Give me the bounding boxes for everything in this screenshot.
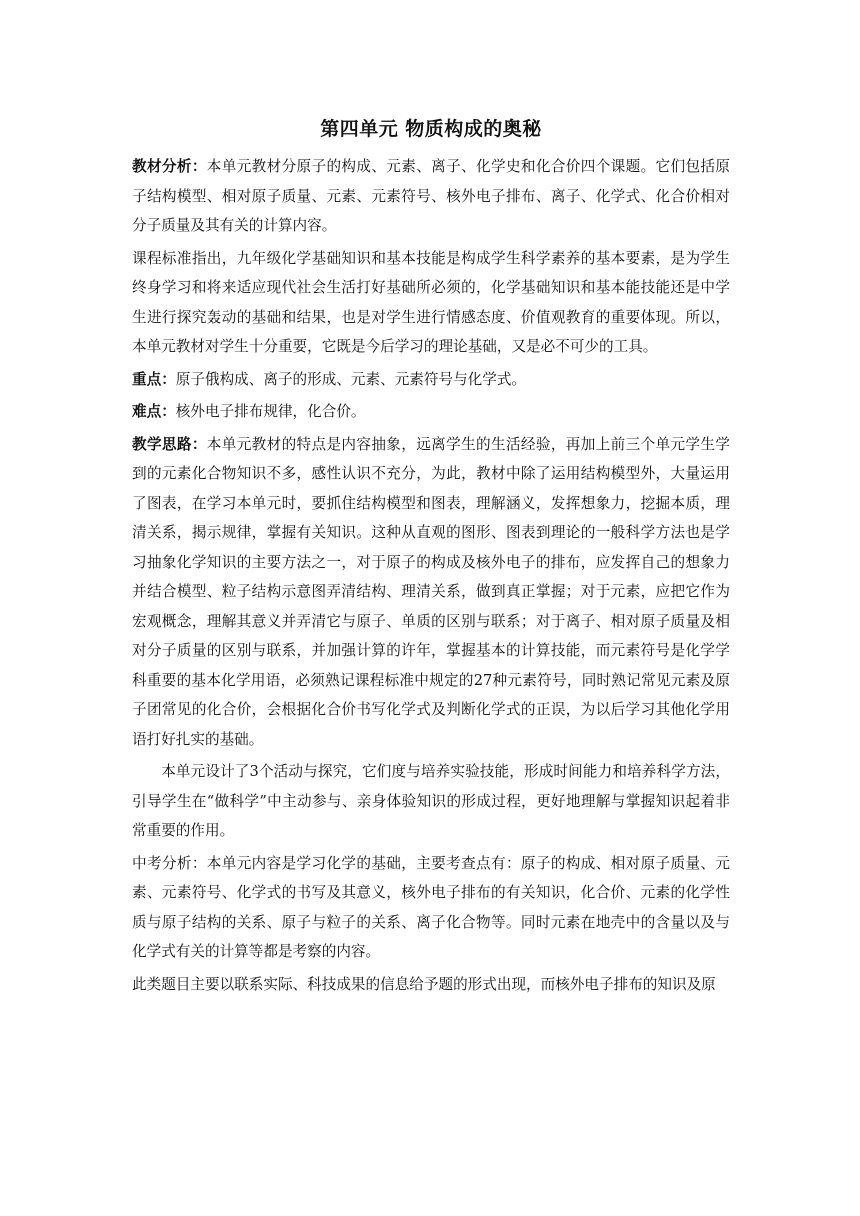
textbook-analysis-label: 教材分析：	[132, 158, 207, 175]
textbook-analysis-text: 本单元教材分原子的构成、元素、离子、化学史和化合价四个课题。它们包括原子结构模型、相对原子质量、元素、元素符号、核外电子排布、离子、化学式、化合价相对分子质量及其有关的计算内容。	[132, 158, 730, 234]
activities-text: 本单元设计了3个活动与探究，它们度与培养实验技能，形成时间能力和培养科学方法，引导学生在“做科学”中主动参与、亲身体验知识的形成过程，更好地理解与掌握知识起着非常重要的作用。	[132, 763, 730, 839]
document-body	[132, 112, 730, 1002]
exam-analysis-text: 中考分析：本单元内容是学习化学的基础，主要考查点有：原子的构成、相对原子质量、元素、元素符号、化学式的书写及其意义，核外电子排布的有关知识，化合价、元素的化学性质与原子结构的关系、原子与粒子的关系、离子化合物等。同时元素在地壳中的含量以及与化学式有关的计算等都是考察的内容。	[132, 854, 730, 960]
key-points-label: 重点：	[132, 370, 176, 388]
page-title: 第四单元 物质构成的奥秘	[320, 118, 542, 140]
paragraph-difficulties	[132, 397, 730, 427]
paragraph-activities	[132, 757, 730, 846]
paragraph-textbook-analysis	[132, 152, 730, 241]
paragraph-key-points	[132, 365, 730, 395]
key-points-text: 原子俄构成、离子的形成、元素、元素符号与化学式。	[175, 370, 527, 388]
teaching-approach-text: 本单元教材的特点是内容抽象，远离学生的生活经验，再加上前三个单元学生学到的元素化合物知识不多，感性认识不充分，为此，教材中除了运用结构模型外，大量运用了图表，在学习本单元时，要抓住结构模型和图表，理解涵义，发挥想象力，挖掘本质，理清关系，揭示规律，掌握有关知识。这种从直观的图形、图表到理论的一般科学方法也是学习抽象化学知识的主要方法之一，对于原子的构成及核外电子的排布，应发挥自己的想象力并结合模型、粒子结构示意图弄清结构、理清关系，做到真正掌握；对于元素，应把它作为宏观概念，理解其意义并弄清它与原子、单质的区别与联系；对于离子、相对原子质量及相对分子质量的区别与联系，并加强计算的许年，掌握基本的计算技能，而元素符号是化学学科重要的基本化学用语，必须熟记课程标准中规定的27种元素符号，同时熟记常见元素及原子团常见的化合价，会根据化合价书写化学式及判断化学式的正误，为以后学习其他化学用语打好扎实的基础。	[132, 435, 730, 748]
difficulties-text: 核外电子排布规律，化合价。	[175, 403, 366, 420]
paragraph-exam-analysis	[132, 849, 730, 967]
paragraph-teaching-approach	[132, 430, 730, 755]
paragraph-curriculum-standard	[132, 244, 730, 362]
question-types-text: 此类题目主要以联系实际、科技成果的信息给予题的形式出现，而核外电子排布的知识及原	[132, 975, 716, 993]
difficulties-label: 难点：	[132, 403, 176, 420]
curriculum-standard-text: 课程标准指出，九年级化学基础知识和基本技能是构成学生科学素养的基本要素，是为学生终身学习和将来适应现代社会生活打好基础所必须的，化学基础知识和基本能技能还是中学生进行探究轰动的基础和结果，也是对学生进行情感态度、价值观教育的重要体现。所以，本单元教材对学生十分重要，它既是今后学习的理论基础，又是必不可少的工具。	[132, 249, 730, 355]
paragraph-question-types	[132, 970, 730, 1000]
teaching-approach-label: 教学思路：	[132, 435, 207, 453]
